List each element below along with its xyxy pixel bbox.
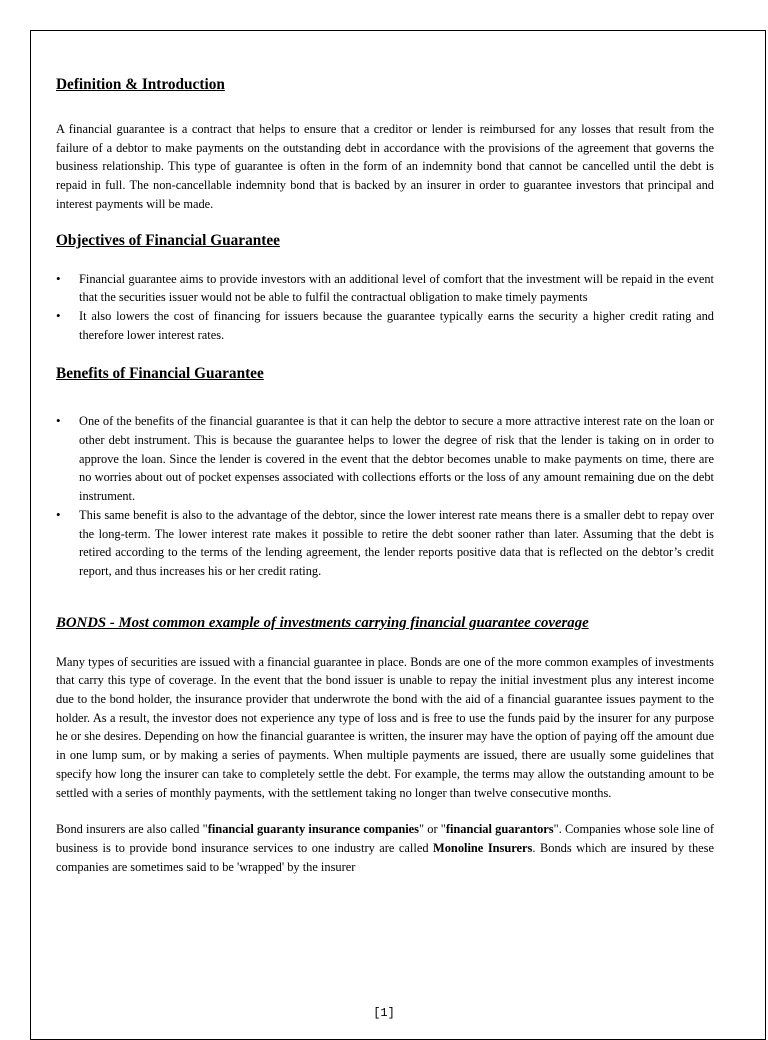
benefits-list [56, 412, 714, 580]
list-item: • This same benefit is also to the advantage of the debtor, since the lower interest rate means there is a smaller debt to repay over the long-term. The lower interest rate makes it possible to retire the debt sooner rather than later. Assuming that the debt is retired according to the terms of the lending agreement, the lender reports positive data that is reflected on the debtor’s credit report, and thus increases his or her credit rating. [56, 506, 714, 581]
insurers-bold-term-3: Monoline Insurers [433, 840, 533, 855]
insurers-text-1: Bond insurers are also called " [56, 822, 208, 837]
list-item: • Financial guarantee aims to provide investors with an additional level of comfort that the investment will be repaid in the event that the securities issuer would not be able to fulfil the contractual obligation to make timely payments [56, 270, 714, 307]
bonds-paragraph: Many types of securities are issued with a financial guarantee in place. Bonds are one of the more common examples of investments that carry this type of coverage. In the event that the bond issuer is unable to repay the initial investment plus any interest income due to the bond holder, the insurance provider that underwrote the bond with the aid of a financial guarantee issues payment to the holder. As a result, the investor does not experience any type of loss and is free to use the funds paid by the insurer for any purpose he or she desires. Depending on how the financial guarantee is written, the insurer may have the option of paying off the amount due in one lump sum, or by making a series of payments. When multiple payments are issued, there are usually some guidelines that specify how long the insurer can take to completely settle the debt. For example, the terms may allow the outstanding amount to be settled with a series of monthly payments, with the settlement taking no longer than twelve consecutive months. [56, 654, 715, 800]
benefits-heading: Benefits of Financial Guarantee [56, 365, 264, 383]
definition-heading: Definition & Introduction [56, 76, 225, 93]
insurers-bold-term-2: financial guarantors [445, 822, 554, 837]
list-item: • It also lowers the cost of financing for issuers because the guarantee typically earns the security a higher credit rating and therefore lower interest rates. [56, 307, 714, 344]
bonds-heading: BONDS - Most common example of investments carrying financial guarantee coverage [56, 614, 589, 631]
insurers-text-3: ". Companies whose sole line of business is to provide bond insurance services to one industry are called [56, 822, 714, 855]
objectives-list [56, 270, 714, 345]
document-body [56, 74, 714, 876]
insurers-text-2: " or " [419, 822, 446, 837]
insurers-text-4: . Bonds which are insured by these companies are sometimes said to be 'wrapped' by the insurer [56, 840, 715, 874]
bond-insurers-paragraph [56, 820, 714, 876]
objectives-heading: Objectives of Financial Guarantee [56, 231, 280, 249]
page-number: [1] [373, 1006, 395, 1020]
insurers-bold-term-1: financial guaranty insurance companies [207, 822, 419, 837]
definition-paragraph: A financial guarantee is a contract that helps to ensure that a creditor or lender is reimbursed for any losses that result from the failure of a debtor to make payments on the outstanding debt in accordance with the provisions of the agreement that governs the business relationship. This type of guarantee is often in the form of an indemnity bond that cannot be cancelled until the debt is repaid in full. The non-cancellable indemnity bond that is backed by an insurer in order to guarantee investors that principal and interest payments will be made. [56, 122, 714, 211]
list-item: • One of the benefits of the financial guarantee is that it can help the debtor to secure a more attractive interest rate on the loan or other debt instrument. This is because the guarantee helps to lower the degree of risk that the lender is taking on in order to approve the loan. Since the lender is covered in the event that the debtor becomes unable to make payments on time, there are no worries about out of pocket expenses associated with collections efforts or the loss of any amount remaining due on the debt instrument. [56, 412, 714, 506]
